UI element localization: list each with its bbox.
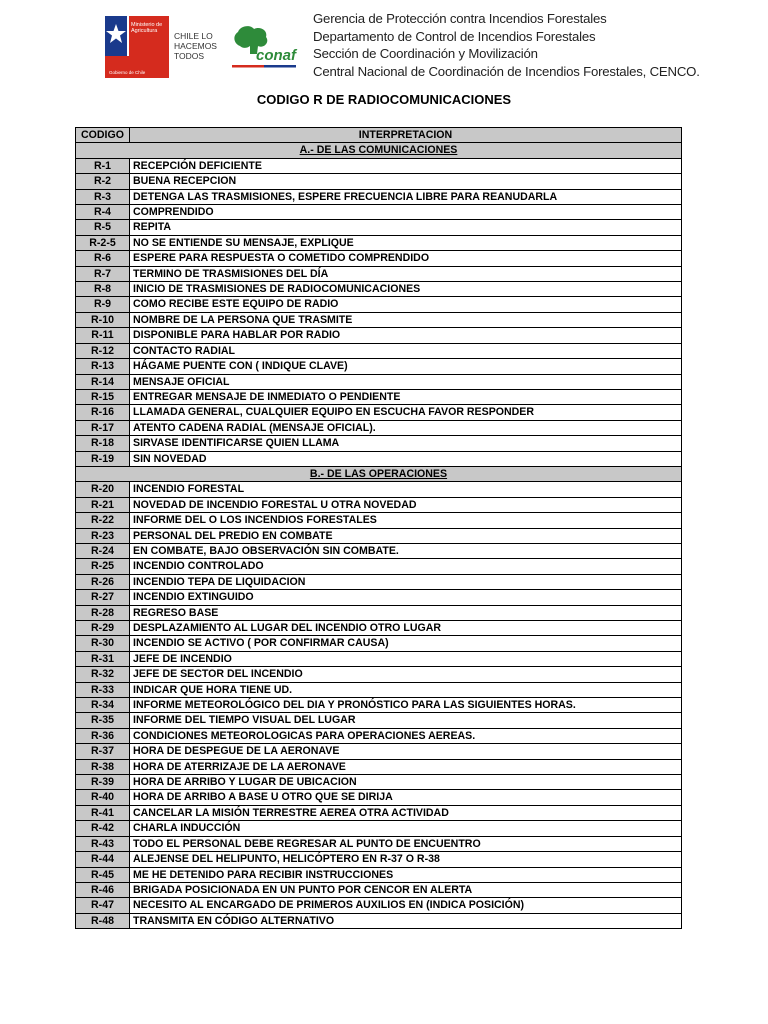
- code-cell: R-18: [76, 436, 130, 451]
- table-row: [76, 528, 682, 543]
- table-row: [76, 559, 682, 574]
- code-cell: R-2: [76, 174, 130, 189]
- interpretation-cell: BUENA RECEPCION: [130, 174, 682, 189]
- svg-text:Agricultura: Agricultura: [131, 28, 158, 34]
- interpretation-cell: CANCELAR LA MISIÓN TERRESTRE AEREA OTRA ACTIVIDAD: [130, 805, 682, 820]
- code-cell: R-32: [76, 667, 130, 682]
- code-cell: R-2-5: [76, 235, 130, 250]
- table-row: [76, 543, 682, 558]
- interpretation-cell: CHARLA INDUCCIÓN: [130, 821, 682, 836]
- interpretation-cell: HÁGAME PUENTE CON ( INDIQUE CLAVE): [130, 359, 682, 374]
- interpretation-cell: INFORME METEOROLÓGICO DEL DIA Y PRONÓSTICO PARA LAS SIGUIENTES HORAS.: [130, 698, 682, 713]
- table-row: [76, 713, 682, 728]
- table-row: [76, 590, 682, 605]
- code-cell: R-12: [76, 343, 130, 358]
- interpretation-cell: TODO EL PERSONAL DEBE REGRESAR AL PUNTO DE ENCUENTRO: [130, 836, 682, 851]
- table-row: [76, 605, 682, 620]
- code-cell: R-42: [76, 821, 130, 836]
- code-cell: R-10: [76, 312, 130, 327]
- code-cell: R-28: [76, 605, 130, 620]
- code-cell: R-27: [76, 590, 130, 605]
- table-row: [76, 420, 682, 435]
- header-line: Gerencia de Protección contra Incendios Forestales: [313, 11, 607, 26]
- column-header-codigo: CODIGO: [76, 128, 130, 143]
- code-cell: R-33: [76, 682, 130, 697]
- header-line: Central Nacional de Coordinación de Incendios Forestales, CENCO.: [313, 63, 700, 79]
- table-row: [76, 621, 682, 636]
- table-row: [76, 636, 682, 651]
- header-line: Sección de Coordinación y Movilización: [313, 46, 538, 61]
- interpretation-cell: ESPERE PARA RESPUESTA O COMETIDO COMPRENDIDO: [130, 251, 682, 266]
- table-header-row: [76, 128, 682, 143]
- table-row: [76, 698, 682, 713]
- interpretation-cell: REGRESO BASE: [130, 605, 682, 620]
- table-row: [76, 436, 682, 451]
- table-row: [76, 898, 682, 913]
- interpretation-cell: RECEPCIÓN DEFICIENTE: [130, 158, 682, 173]
- document-header: [0, 0, 768, 90]
- table-row: [76, 574, 682, 589]
- section-title: A.- DE LAS COMUNICACIONES: [76, 143, 682, 158]
- interpretation-cell: JEFE DE INCENDIO: [130, 651, 682, 666]
- code-cell: R-14: [76, 374, 130, 389]
- interpretation-cell: TERMINO DE TRASMISIONES DEL DÍA: [130, 266, 682, 281]
- table-row: [76, 235, 682, 250]
- interpretation-cell: CONDICIONES METEOROLOGICAS PARA OPERACIONES AEREAS.: [130, 728, 682, 743]
- code-cell: R-7: [76, 266, 130, 281]
- table-row: [76, 374, 682, 389]
- interpretation-cell: ENTREGAR MENSAJE DE INMEDIATO O PENDIENTE: [130, 389, 682, 404]
- svg-text:Gobierno de Chile: Gobierno de Chile: [109, 70, 146, 75]
- code-cell: R-1: [76, 158, 130, 173]
- interpretation-cell: JEFE DE SECTOR DEL INCENDIO: [130, 667, 682, 682]
- table-row: [76, 174, 682, 189]
- interpretation-cell: REPITA: [130, 220, 682, 235]
- table-row: [76, 651, 682, 666]
- section-row: [76, 466, 682, 481]
- code-cell: R-45: [76, 867, 130, 882]
- gov-motto: CHILE LO HACEMOS TODOS: [174, 31, 217, 61]
- code-cell: R-19: [76, 451, 130, 466]
- code-cell: R-24: [76, 543, 130, 558]
- section-title: B.- DE LAS OPERACIONES: [76, 466, 682, 481]
- interpretation-cell: EN COMBATE, BAJO OBSERVACIÓN SIN COMBATE.: [130, 543, 682, 558]
- interpretation-cell: ME HE DETENIDO PARA RECIBIR INSTRUCCIONES: [130, 867, 682, 882]
- code-cell: R-38: [76, 759, 130, 774]
- code-cell: R-8: [76, 282, 130, 297]
- svg-text:Ministerio de: Ministerio de: [131, 22, 163, 28]
- code-cell: R-29: [76, 621, 130, 636]
- interpretation-cell: HORA DE DESPEGUE DE LA AERONAVE: [130, 744, 682, 759]
- interpretation-cell: INCENDIO FORESTAL: [130, 482, 682, 497]
- conaf-logo: [230, 24, 298, 70]
- department-lines: [313, 10, 700, 80]
- interpretation-cell: NO SE ENTIENDE SU MENSAJE, EXPLIQUE: [130, 235, 682, 250]
- table-row: [76, 513, 682, 528]
- table-row: [76, 867, 682, 882]
- interpretation-cell: DESPLAZAMIENTO AL LUGAR DEL INCENDIO OTRO LUGAR: [130, 621, 682, 636]
- interpretation-cell: LLAMADA GENERAL, CUALQUIER EQUIPO EN ESCUCHA FAVOR RESPONDER: [130, 405, 682, 420]
- table-row: [76, 343, 682, 358]
- radio-codes-table: [75, 127, 682, 929]
- table-row: [76, 759, 682, 774]
- code-cell: R-3: [76, 189, 130, 204]
- table-row: [76, 667, 682, 682]
- table-row: [76, 451, 682, 466]
- interpretation-cell: NECESITO AL ENCARGADO DE PRIMEROS AUXILIOS EN (INDICA POSICIÓN): [130, 898, 682, 913]
- table-row: [76, 220, 682, 235]
- interpretation-cell: INCENDIO EXTINGUIDO: [130, 590, 682, 605]
- gobierno-de-chile-logo: [105, 16, 169, 78]
- interpretation-cell: ALEJENSE DEL HELIPUNTO, HELICÓPTERO EN R-37 O R-38: [130, 852, 682, 867]
- code-cell: R-6: [76, 251, 130, 266]
- table-row: [76, 266, 682, 281]
- table-row: [76, 312, 682, 327]
- code-cell: R-30: [76, 636, 130, 651]
- code-cell: R-25: [76, 559, 130, 574]
- interpretation-cell: CONTACTO RADIAL: [130, 343, 682, 358]
- code-cell: R-37: [76, 744, 130, 759]
- section-row: [76, 143, 682, 158]
- code-cell: R-39: [76, 775, 130, 790]
- code-cell: R-16: [76, 405, 130, 420]
- code-cell: R-31: [76, 651, 130, 666]
- table-row: [76, 882, 682, 897]
- table-row: [76, 852, 682, 867]
- interpretation-cell: INICIO DE TRASMISIONES DE RADIOCOMUNICACIONES: [130, 282, 682, 297]
- interpretation-cell: HORA DE ATERRIZAJE DE LA AERONAVE: [130, 759, 682, 774]
- interpretation-cell: HORA DE ARRIBO A BASE U OTRO QUE SE DIRIJA: [130, 790, 682, 805]
- interpretation-cell: DISPONIBLE PARA HABLAR POR RADIO: [130, 328, 682, 343]
- interpretation-cell: INCENDIO CONTROLADO: [130, 559, 682, 574]
- code-cell: R-11: [76, 328, 130, 343]
- table-row: [76, 282, 682, 297]
- code-cell: R-15: [76, 389, 130, 404]
- interpretation-cell: INFORME DEL O LOS INCENDIOS FORESTALES: [130, 513, 682, 528]
- interpretation-cell: MENSAJE OFICIAL: [130, 374, 682, 389]
- interpretation-cell: SIRVASE IDENTIFICARSE QUIEN LLAMA: [130, 436, 682, 451]
- table-body: [76, 143, 682, 929]
- interpretation-cell: TRANSMITA EN CÓDIGO ALTERNATIVO: [130, 913, 682, 928]
- table-row: [76, 389, 682, 404]
- table-row: [76, 913, 682, 928]
- table-row: [76, 821, 682, 836]
- interpretation-cell: DETENGA LAS TRASMISIONES, ESPERE FRECUENCIA LIBRE PARA REANUDARLA: [130, 189, 682, 204]
- table-row: [76, 775, 682, 790]
- code-cell: R-5: [76, 220, 130, 235]
- code-cell: R-22: [76, 513, 130, 528]
- table-row: [76, 359, 682, 374]
- code-cell: R-40: [76, 790, 130, 805]
- interpretation-cell: PERSONAL DEL PREDIO EN COMBATE: [130, 528, 682, 543]
- code-cell: R-44: [76, 852, 130, 867]
- code-cell: R-41: [76, 805, 130, 820]
- interpretation-cell: BRIGADA POSICIONADA EN UN PUNTO POR CENCOR EN ALERTA: [130, 882, 682, 897]
- table-row: [76, 836, 682, 851]
- code-cell: R-34: [76, 698, 130, 713]
- svg-text:conaf: conaf: [256, 47, 297, 64]
- code-cell: R-46: [76, 882, 130, 897]
- table-row: [76, 805, 682, 820]
- table-row: [76, 328, 682, 343]
- table-row: [76, 728, 682, 743]
- table-row: [76, 297, 682, 312]
- table-row: [76, 251, 682, 266]
- interpretation-cell: NOMBRE DE LA PERSONA QUE TRASMITE: [130, 312, 682, 327]
- code-cell: R-17: [76, 420, 130, 435]
- interpretation-cell: COMPRENDIDO: [130, 205, 682, 220]
- interpretation-cell: COMO RECIBE ESTE EQUIPO DE RADIO: [130, 297, 682, 312]
- code-cell: R-9: [76, 297, 130, 312]
- table-row: [76, 405, 682, 420]
- table-row: [76, 205, 682, 220]
- code-cell: R-36: [76, 728, 130, 743]
- interpretation-cell: SIN NOVEDAD: [130, 451, 682, 466]
- code-cell: R-43: [76, 836, 130, 851]
- code-cell: R-4: [76, 205, 130, 220]
- table-row: [76, 744, 682, 759]
- code-cell: R-20: [76, 482, 130, 497]
- document-title: CODIGO R DE RADIOCOMUNICACIONES: [256, 92, 512, 107]
- code-cell: R-47: [76, 898, 130, 913]
- interpretation-cell: ATENTO CADENA RADIAL (MENSAJE OFICIAL).: [130, 420, 682, 435]
- table-row: [76, 682, 682, 697]
- table-row: [76, 158, 682, 173]
- code-cell: R-21: [76, 497, 130, 512]
- interpretation-cell: INCENDIO TEPA DE LIQUIDACION: [130, 574, 682, 589]
- interpretation-cell: HORA DE ARRIBO Y LUGAR DE UBICACION: [130, 775, 682, 790]
- interpretation-cell: INFORME DEL TIEMPO VISUAL DEL LUGAR: [130, 713, 682, 728]
- code-cell: R-26: [76, 574, 130, 589]
- code-cell: R-48: [76, 913, 130, 928]
- table-row: [76, 482, 682, 497]
- table-row: [76, 497, 682, 512]
- interpretation-cell: INCENDIO SE ACTIVO ( POR CONFIRMAR CAUSA): [130, 636, 682, 651]
- code-cell: R-23: [76, 528, 130, 543]
- table-row: [76, 189, 682, 204]
- column-header-interpretacion: INTERPRETACION: [130, 128, 682, 143]
- code-cell: R-35: [76, 713, 130, 728]
- header-line: Departamento de Control de Incendios Forestales: [313, 28, 596, 44]
- interpretation-cell: INDICAR QUE HORA TIENE UD.: [130, 682, 682, 697]
- table-row: [76, 790, 682, 805]
- code-cell: R-13: [76, 359, 130, 374]
- interpretation-cell: NOVEDAD DE INCENDIO FORESTAL U OTRA NOVEDAD: [130, 497, 682, 512]
